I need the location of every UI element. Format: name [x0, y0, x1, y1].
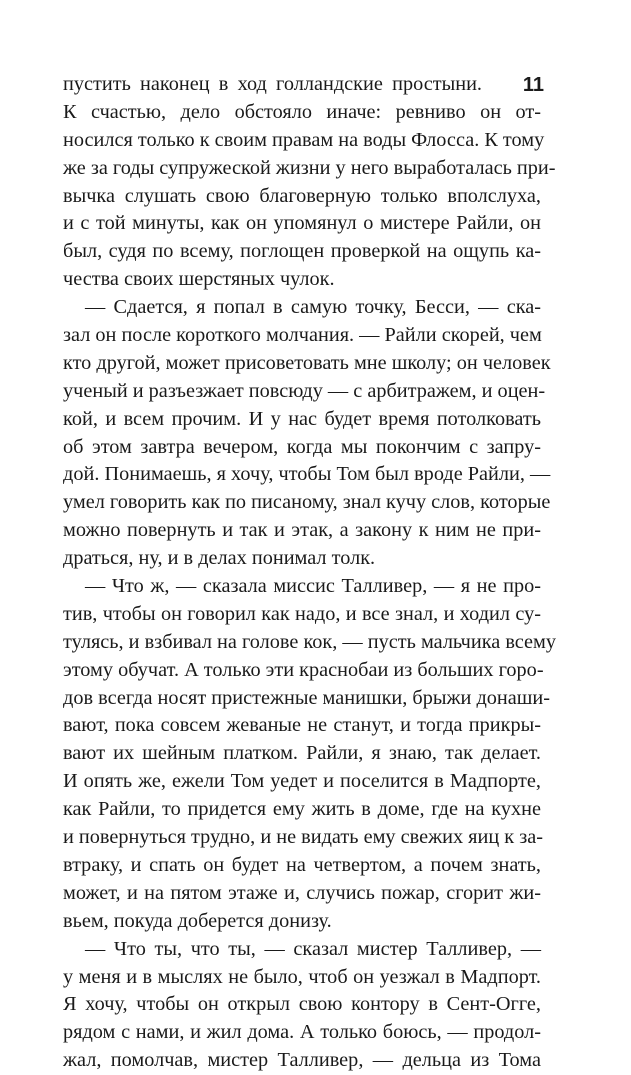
text-line: у меня и в мыслях не было, чтоб он уезжал в Мадпорт.	[63, 965, 541, 988]
text-line: пустить наконец в ход голландские простыни.	[63, 73, 482, 95]
text-line: К счастью, дело обстояло иначе: ревниво он от-	[63, 100, 541, 123]
text-line: Я хочу, чтобы он открыл свою контору в Сент-Огге,	[63, 993, 541, 1016]
text-line: драться, ну, и в делах понимал толк.	[63, 547, 376, 570]
text-line: тулясь, и взбивал на голове кок, — пусть мальчика всему	[63, 630, 556, 653]
text-line: умел говорить как по писаному, знал кучу слов, которые	[63, 491, 551, 514]
text-line: дов всегда носят пристежные манишки, брыжи донаши-	[63, 686, 550, 709]
text-line: вают, пока совсем жеваные не станут, и тогда прикры-	[63, 714, 541, 737]
text-line: же за годы супружеской жизни у него выработалась при-	[63, 156, 556, 179]
text-line: вычка слушать свою благоверную только вполслуха,	[63, 184, 541, 207]
text-line: и с той минуты, как он упомянул о мистере Райли, он	[63, 212, 541, 235]
text-line: может, и на пятом этаже и, случись пожар, сгорит жи-	[63, 881, 541, 904]
text-line: И опять же, ежели Том уедет и поселится в Мадпорте,	[63, 770, 541, 793]
text-line: — Что ты, что ты, — сказал мистер Талливер, —	[85, 937, 541, 960]
text-line: вают их шейным платком. Райли, я знаю, так делает.	[63, 742, 541, 765]
text-line: — Что ж, — сказала миссис Талливер, — я не про-	[85, 575, 541, 598]
text-line: зал он после короткого молчания. — Райли скорей, чем	[63, 324, 542, 347]
text-line: рядом с нами, и жил дома. А только боюсь, — продол-	[63, 1021, 541, 1044]
text-line: кто другой, может присоветовать мне школу; он человек	[63, 351, 551, 374]
text-line: жал, помолчав, мистер Талливер, — дельца из Тома	[63, 1049, 541, 1072]
text-line: тив, чтобы он говорил как надо, и все знал, и ходил су-	[63, 602, 541, 625]
text-line: и повернуться трудно, и не видать ему свежих яиц к за-	[63, 826, 543, 849]
text-line: вьем, покуда доберется донизу.	[63, 909, 332, 932]
text-line: можно повернуть и так и этак, а закону к ним не при-	[63, 519, 541, 542]
text-line: об этом завтра вечером, когда мы покончим с запру-	[63, 435, 541, 458]
text-line: ученый и разъезжает повсюду — с арбитражем, и оцен-	[63, 379, 546, 402]
text-line: чества своих шерстяных чулок.	[63, 268, 335, 291]
text-line: носился только к своим правам на воды Флосса. К тому	[63, 128, 545, 151]
text-line: втраку, и спать он будет на четвертом, а почем знать,	[63, 853, 541, 876]
text-line: как Райли, то придется ему жить в доме, где на кухне	[63, 798, 541, 821]
text-line: был, судя по всему, поглощен проверкой на ощупь ка-	[63, 240, 541, 263]
body-text	[63, 71, 556, 1075]
text-line: дой. Понимаешь, я хочу, чтобы Том был вроде Райли, —	[63, 463, 551, 486]
text-line: этому обучат. А только эти краснобаи из больших горо-	[63, 658, 544, 681]
page-number: 11	[522, 74, 544, 96]
text-line: — Сдается, я попал в самую точку, Бесси, — ска-	[85, 296, 541, 319]
text-line: кой, и всем прочим. И у нас будет время потолковать	[63, 407, 541, 430]
